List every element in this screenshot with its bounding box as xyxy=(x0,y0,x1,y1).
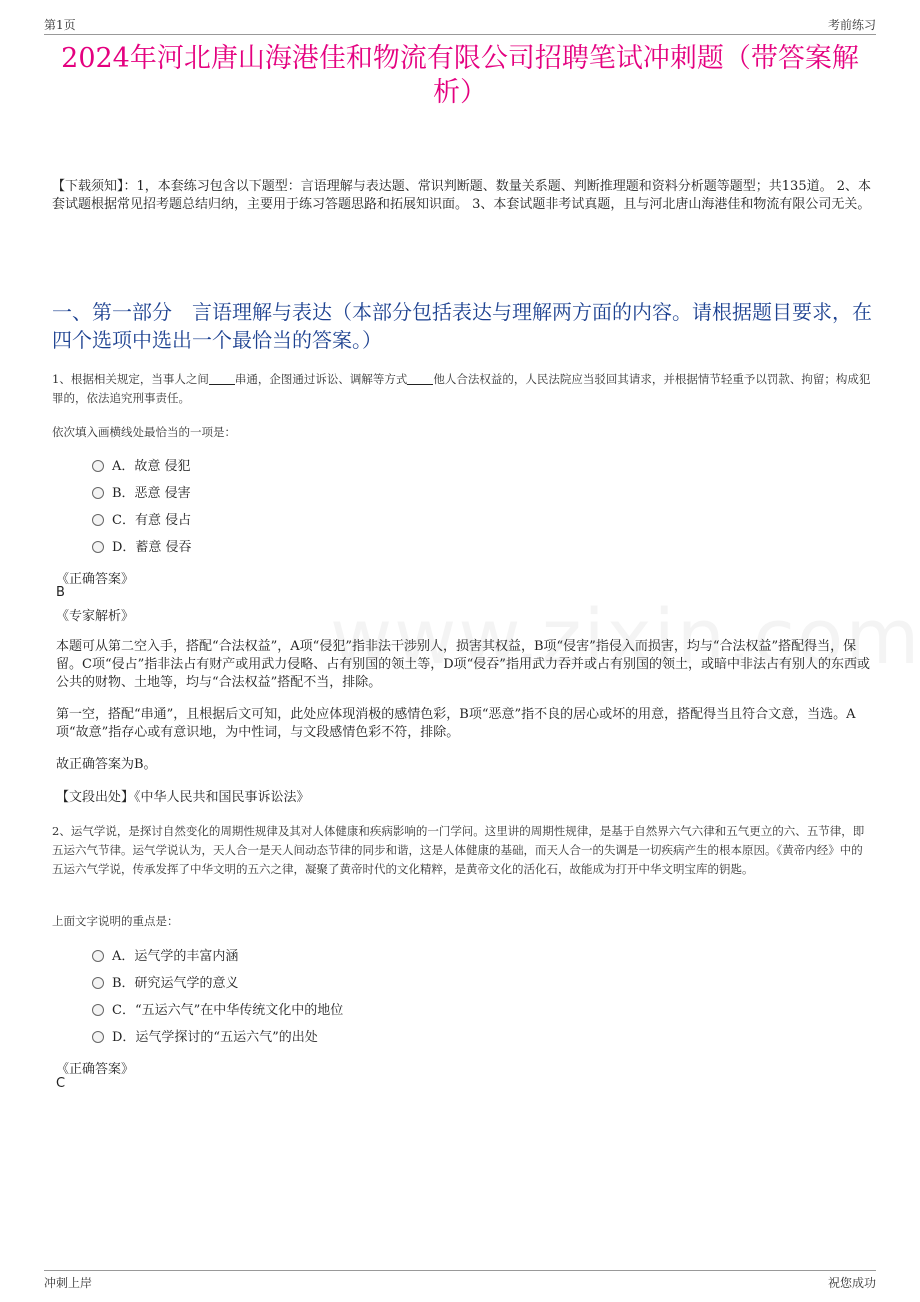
radio-icon[interactable] xyxy=(92,977,104,989)
blank-2 xyxy=(407,372,433,385)
option-d[interactable]: D．运气学探讨的“五运六气”的出处 xyxy=(92,1029,318,1047)
radio-icon[interactable] xyxy=(92,514,104,526)
answer-value: C xyxy=(56,1076,66,1091)
footer-left: 冲刺上岸 xyxy=(44,1276,93,1290)
radio-icon[interactable] xyxy=(92,487,104,499)
analysis-conclusion: 故正确答案为B。 xyxy=(56,757,157,772)
option-a[interactable]: A．运气学的丰富内涵 xyxy=(92,948,238,966)
analysis-paragraph: 本题可从第二空入手，搭配“合法权益”，A项“侵犯”指非法干涉别人，损害其权益，B项“侵害”指侵入而损害，均与“合法权益”搭配得当，保留。C项“侵占”指非法占有财产或用武力侵略、占有别国的领土等，D项“侵吞”指用武力吞并或占有别国的领土，或暗中非法占有别人的东西或公共的财物、土地等，均与“合法权益”搭配不当，排除。 xyxy=(56,639,870,690)
page-header xyxy=(44,14,876,35)
section-heading: 一、第一部分 言语理解与表达（本部分包括表达与理解两方面的内容。请根据题目要求，在四个选项中选出一个最恰当的答案。） xyxy=(52,300,872,352)
download-notice: 【下载须知】：1，本套练习包含以下题型：言语理解与表达题、常识判断题、数量关系题、判断推理题和资料分析题等题型；共135道。 2、本套试题根据常见招考题总结归纳，主要用于练习答题思路和拓展知识面。 3、本套试题非考试真题，且与河北唐山海港佳和物流有限公司无关。 xyxy=(52,179,871,212)
header-tag: 考前练习 xyxy=(827,18,876,32)
analysis-label: 《专家解析》 xyxy=(56,609,135,624)
question-1-text: 1、根据相关规定，当事人之间 串通，企图通过诉讼、调解等方式 他人合法权益的，人民法院应当驳回其请求，并根据情节轻重予以罚款、拘留；构成犯罪的，依法追究刑事责任。 xyxy=(52,372,871,405)
option-a[interactable]: A．故意 侵犯 xyxy=(92,458,191,476)
answer-label: 《正确答案》 xyxy=(56,1062,135,1077)
radio-icon[interactable] xyxy=(92,950,104,962)
page-number: 第1页 xyxy=(44,18,76,32)
source-citation: 【文段出处】《中华人民共和国民事诉讼法》 xyxy=(56,790,310,805)
option-b[interactable]: B．恶意 侵害 xyxy=(92,485,191,503)
page-footer xyxy=(44,1270,876,1293)
answer-label: 《正确答案》 xyxy=(56,572,135,587)
question-2-stem: 上面文字说明的重点是： xyxy=(52,914,179,928)
document-title: 2024年河北唐山海港佳和物流有限公司招聘笔试冲刺题（带答案解析） xyxy=(61,43,859,108)
radio-icon[interactable] xyxy=(92,460,104,472)
question-1-stem: 依次填入画横线处最恰当的一项是： xyxy=(52,425,236,439)
option-c[interactable]: C．“五运六气”在中华传统文化中的地位 xyxy=(92,1002,343,1020)
blank-1 xyxy=(209,372,235,385)
answer-value: B xyxy=(56,585,65,600)
question-2-text: 2、运气学说，是探讨自然变化的周期性规律及其对人体健康和疾病影响的一门学问。这里讲的周期性规律，是基于自然界六气六律和五气更立的六、五节律，即五运六气节律。运气学说认为，天人合一是天人间动态节律的同步和谐，这是人体健康的基础，而天人合一的失调是一切疾病产生的根本原因。《黄帝内经》中的五运六气学说，传承发挥了中华文明的五六之律，凝聚了黄帝时代的文化精粹，是黄帝文化的活化石，故能成为打开中华文明宝库的钥匙。 xyxy=(52,824,865,876)
radio-icon[interactable] xyxy=(92,1004,104,1016)
radio-icon[interactable] xyxy=(92,1031,104,1043)
footer-right: 祝您成功 xyxy=(827,1276,876,1290)
option-d[interactable]: D．蓄意 侵吞 xyxy=(92,539,192,557)
radio-icon[interactable] xyxy=(92,541,104,553)
analysis-paragraph: 第一空，搭配“串通”，且根据后文可知，此处应体现消极的感情色彩，B项“恶意”指不良的居心或坏的用意，搭配得当且符合文意，当选。A项“故意”指存心或有意识地，为中性词，与文段感情色彩不符，排除。 xyxy=(56,707,856,740)
option-c[interactable]: C．有意 侵占 xyxy=(92,512,191,530)
option-b[interactable]: B．研究运气学的意义 xyxy=(92,975,239,993)
